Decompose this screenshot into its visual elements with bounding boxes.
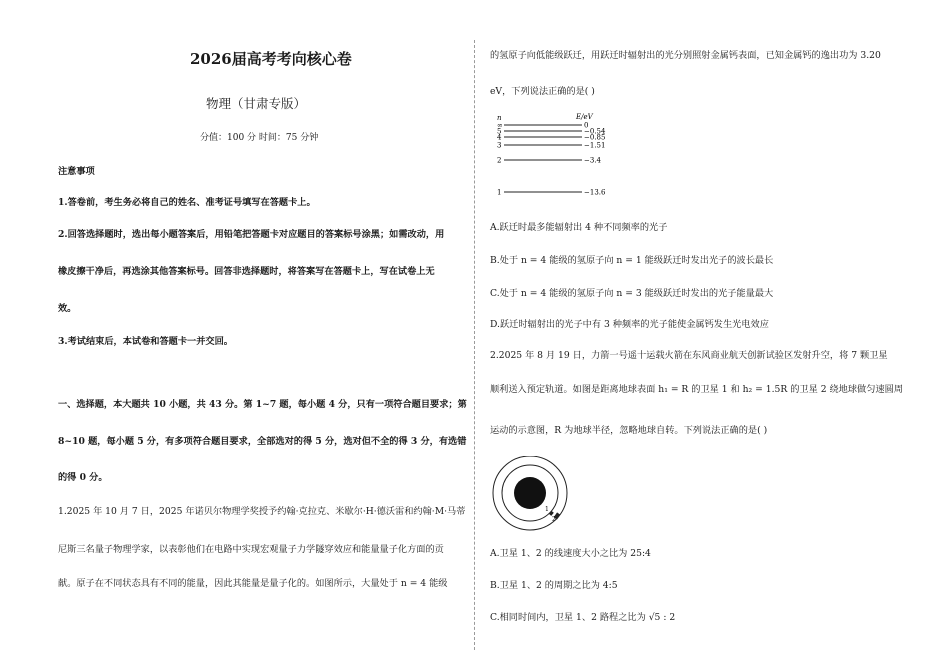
q1-option-b: B.处于 n = 4 能级的氢原子向 n = 1 能级跃迁时发出光子的波长最长 (490, 255, 774, 266)
energy-level-n: 5 (497, 127, 502, 136)
section-heading-line: 的得 0 分。 (58, 472, 108, 483)
notice-line: 橡皮擦干净后，再选涂其他答案标号。回答非选择题时，将答案写在答题卡上，写在试卷上无 (58, 266, 435, 277)
energy-level-n: 1 (497, 188, 502, 197)
q1-stem-continued: eV，下列说法正确的是( ) (490, 86, 595, 97)
energy-level-diagram (496, 110, 626, 202)
energy-level-e: −1.51 (584, 141, 606, 150)
energy-level-e: −3.4 (584, 156, 601, 165)
q2-option-b: B.卫星 1、2 的周期之比为 4:5 (490, 580, 618, 591)
page-subtitle: 物理（甘肃专版） (206, 96, 307, 111)
q1-stem-continued: 的氢原子向低能级跃迁，用跃迁时辐射出的光分别照射金属钙表面，已知金属钙的逸出功为 3.20 (490, 50, 881, 61)
energy-level-e: −0.85 (584, 133, 606, 142)
section-heading-line: 一、选择题，本大题共 10 小题，共 43 分。第 1~7 题，每小题 4 分，只有一项符合题目要求；第 (58, 399, 467, 410)
q2-stem-line: 2.2025 年 8 月 19 日，力箭一号遥十运载火箭在东风商业航天创新试验区发射升空，将 7 颗卫星 (490, 350, 888, 361)
energy-level-e: −13.6 (584, 188, 606, 197)
energy-level-e: −0.54 (584, 127, 606, 136)
q2-stem-line: 运动的示意图，R 为地球半径，忽略地球自转。下列说法正确的是( ) (490, 425, 768, 436)
q2-stem-line: 顺利送入预定轨道。如图是距离地球表面 h₁ = R 的卫星 1 和 h₂ = 1.5R 的卫星 2 绕地球做匀速圆周 (490, 384, 903, 395)
q1-stem-line: 献。原子在不同状态具有不同的能量，因此其能量是量子化的。如图所示，大量处于 n = 4 能级 (58, 578, 448, 589)
energy-level-n: 4 (497, 133, 502, 142)
notice-line: 1.答卷前，考生务必将自己的姓名、准考证号填写在答题卡上。 (58, 197, 316, 208)
right-column (490, 0, 903, 672)
energy-level-n: 3 (497, 141, 502, 150)
energy-level-n: 2 (497, 156, 502, 165)
diagram-e-label: E/eV (576, 113, 593, 121)
satellite-1-label: 1 (545, 506, 549, 513)
q1-option-c: C.处于 n = 4 能级的氢原子向 n = 3 能级跃迁时发出的光子能量最大 (490, 288, 774, 299)
orbit-diagram (490, 456, 576, 536)
earth-disc (514, 477, 546, 509)
notice-heading: 注意事项 (58, 166, 95, 177)
column-divider (474, 40, 475, 650)
q1-option-a: A.跃迁时最多能辐射出 4 种不同频率的光子 (490, 222, 668, 233)
q1-option-d: D.跃迁时辐射出的光子中有 3 种频率的光子能使金属钙发生光电效应 (490, 319, 769, 330)
diagram-n-label: n (497, 114, 502, 122)
energy-level-n: ∞ (497, 121, 503, 130)
q2-option-c: C.相同时间内，卫星 1、2 路程之比为 √5 : 2 (490, 612, 676, 623)
q1-stem-line: 尼斯三名量子物理学家，以表彰他们在电路中实现宏观量子力学隧穿效应和能量量子化方面的贡 (58, 544, 444, 555)
q2-option-a: A.卫星 1、2 的线速度大小之比为 25:4 (490, 548, 651, 559)
notice-line: 3.考试结束后，本试卷和答题卡一并交回。 (58, 336, 233, 347)
satellite-2-label: 2 (552, 516, 556, 523)
notice-line: 效。 (58, 303, 77, 314)
section-heading-line: 8~10 题，每小题 5 分，有多项符合题目要求，全部选对的得 5 分，选对但不全的得 3 分，有选错 (58, 436, 467, 447)
left-column (58, 0, 466, 672)
notice-line: 2.回答选择题时，选出每小题答案后，用铅笔把答题卡对应题目的答案标号涂黑；如需改动，用 (58, 229, 445, 240)
energy-level-e: 0 (584, 121, 589, 130)
page-title: 2026届高考考向核心卷 (190, 50, 352, 68)
score-info: 分值：100 分 时间：75 分钟 (200, 133, 319, 143)
q1-stem-line: 1.2025 年 10 月 7 日，2025 年诺贝尔物理学奖授予约翰·克拉克、米歇尔·H·德沃雷和约翰·M·马蒂 (58, 506, 466, 517)
